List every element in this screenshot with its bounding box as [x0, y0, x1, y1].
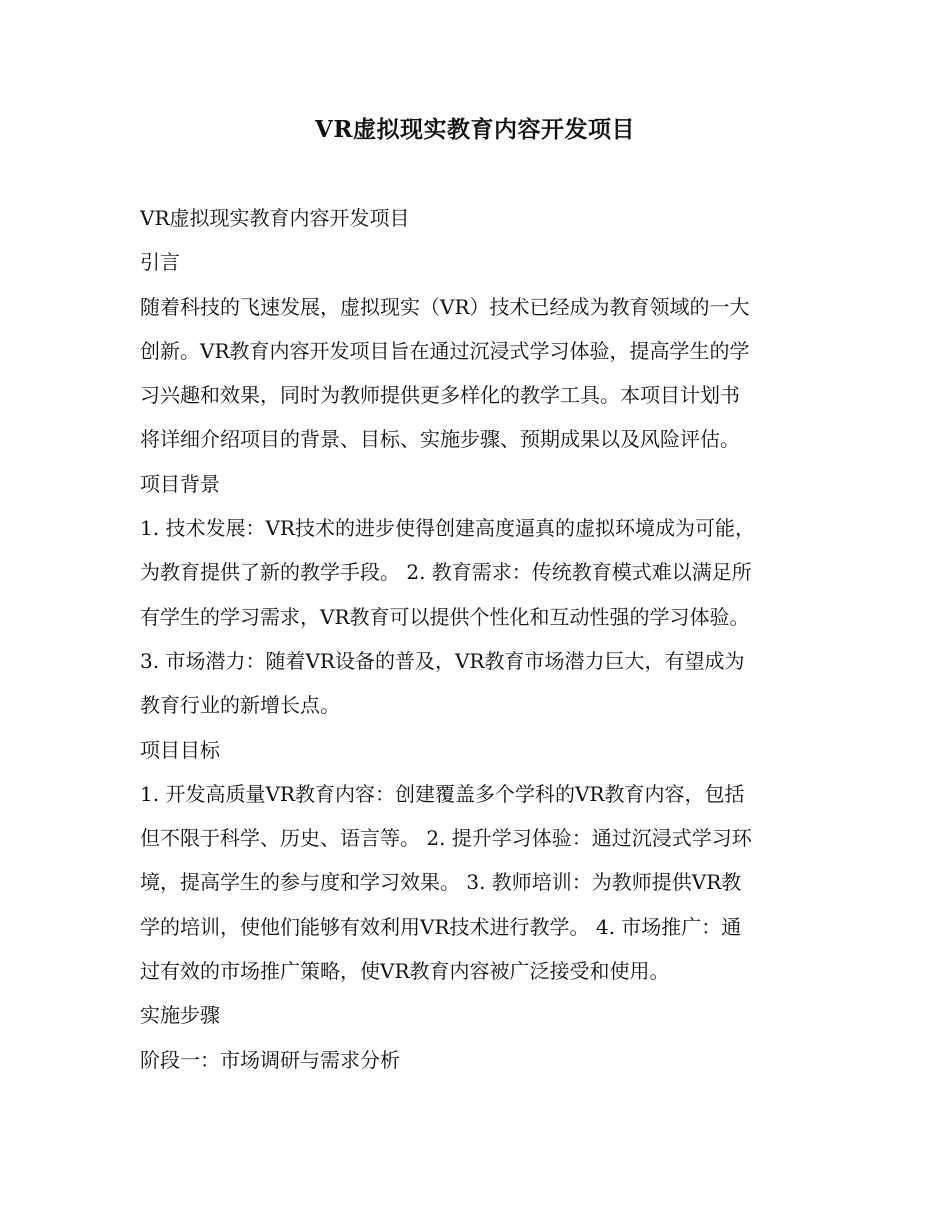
paragraph-line: 过有效的市场推广策略，使VR教育内容被广泛接受和使用。	[140, 959, 670, 984]
paragraph-line: 将详细介绍项目的背景、目标、实施步骤、预期成果以及风险评估。	[140, 427, 740, 452]
document-body	[140, 196, 812, 1082]
paragraph-line: 1. 开发高质量VR教育内容：创建覆盖多个学科的VR教育内容，包括	[140, 781, 745, 806]
subsection-heading-phase-one: 阶段一：市场调研与需求分析	[140, 1047, 400, 1072]
paragraph-line: 3. 市场潜力：随着VR设备的普及，VR教育市场潜力巨大，有望成为	[140, 648, 745, 673]
paragraph-line: 教育行业的新增长点。	[140, 693, 340, 718]
paragraph-line: 创新。VR教育内容开发项目旨在通过沉浸式学习体验，提高学生的学	[140, 338, 750, 363]
subtitle-line: VR虚拟现实教育内容开发项目	[140, 206, 410, 230]
paragraph-line: 学的培训，使他们能够有效利用VR技术进行教学。 4. 市场推广：通	[140, 914, 742, 939]
paragraph-line: 境，提高学生的参与度和学习效果。 3. 教师培训：为教师提供VR教	[140, 870, 742, 895]
paragraph-line: 1. 技术发展：VR技术的进步使得创建高度逼真的虚拟环境成为可能，	[140, 516, 755, 541]
paragraph-line: 但不限于科学、历史、语言等。 2. 提升学习体验：通过沉浸式学习环	[140, 826, 752, 851]
paragraph-line: 为教育提供了新的教学手段。 2. 教育需求：传统教育模式难以满足所	[140, 560, 752, 585]
paragraph-line: 习兴趣和效果，同时为教师提供更多样化的教学工具。本项目计划书	[140, 383, 740, 408]
section-heading-goals: 项目目标	[140, 737, 220, 762]
section-heading-intro: 引言	[140, 250, 180, 275]
document-title: VR虚拟现实教育内容开发项目	[315, 116, 635, 143]
section-heading-steps: 实施步骤	[140, 1003, 220, 1028]
section-heading-background: 项目背景	[140, 471, 220, 496]
paragraph-line: 有学生的学习需求，VR教育可以提供个性化和互动性强的学习体验。	[140, 604, 750, 629]
paragraph-line: 随着科技的飞速发展，虚拟现实（VR）技术已经成为教育领域的一大	[140, 294, 750, 319]
